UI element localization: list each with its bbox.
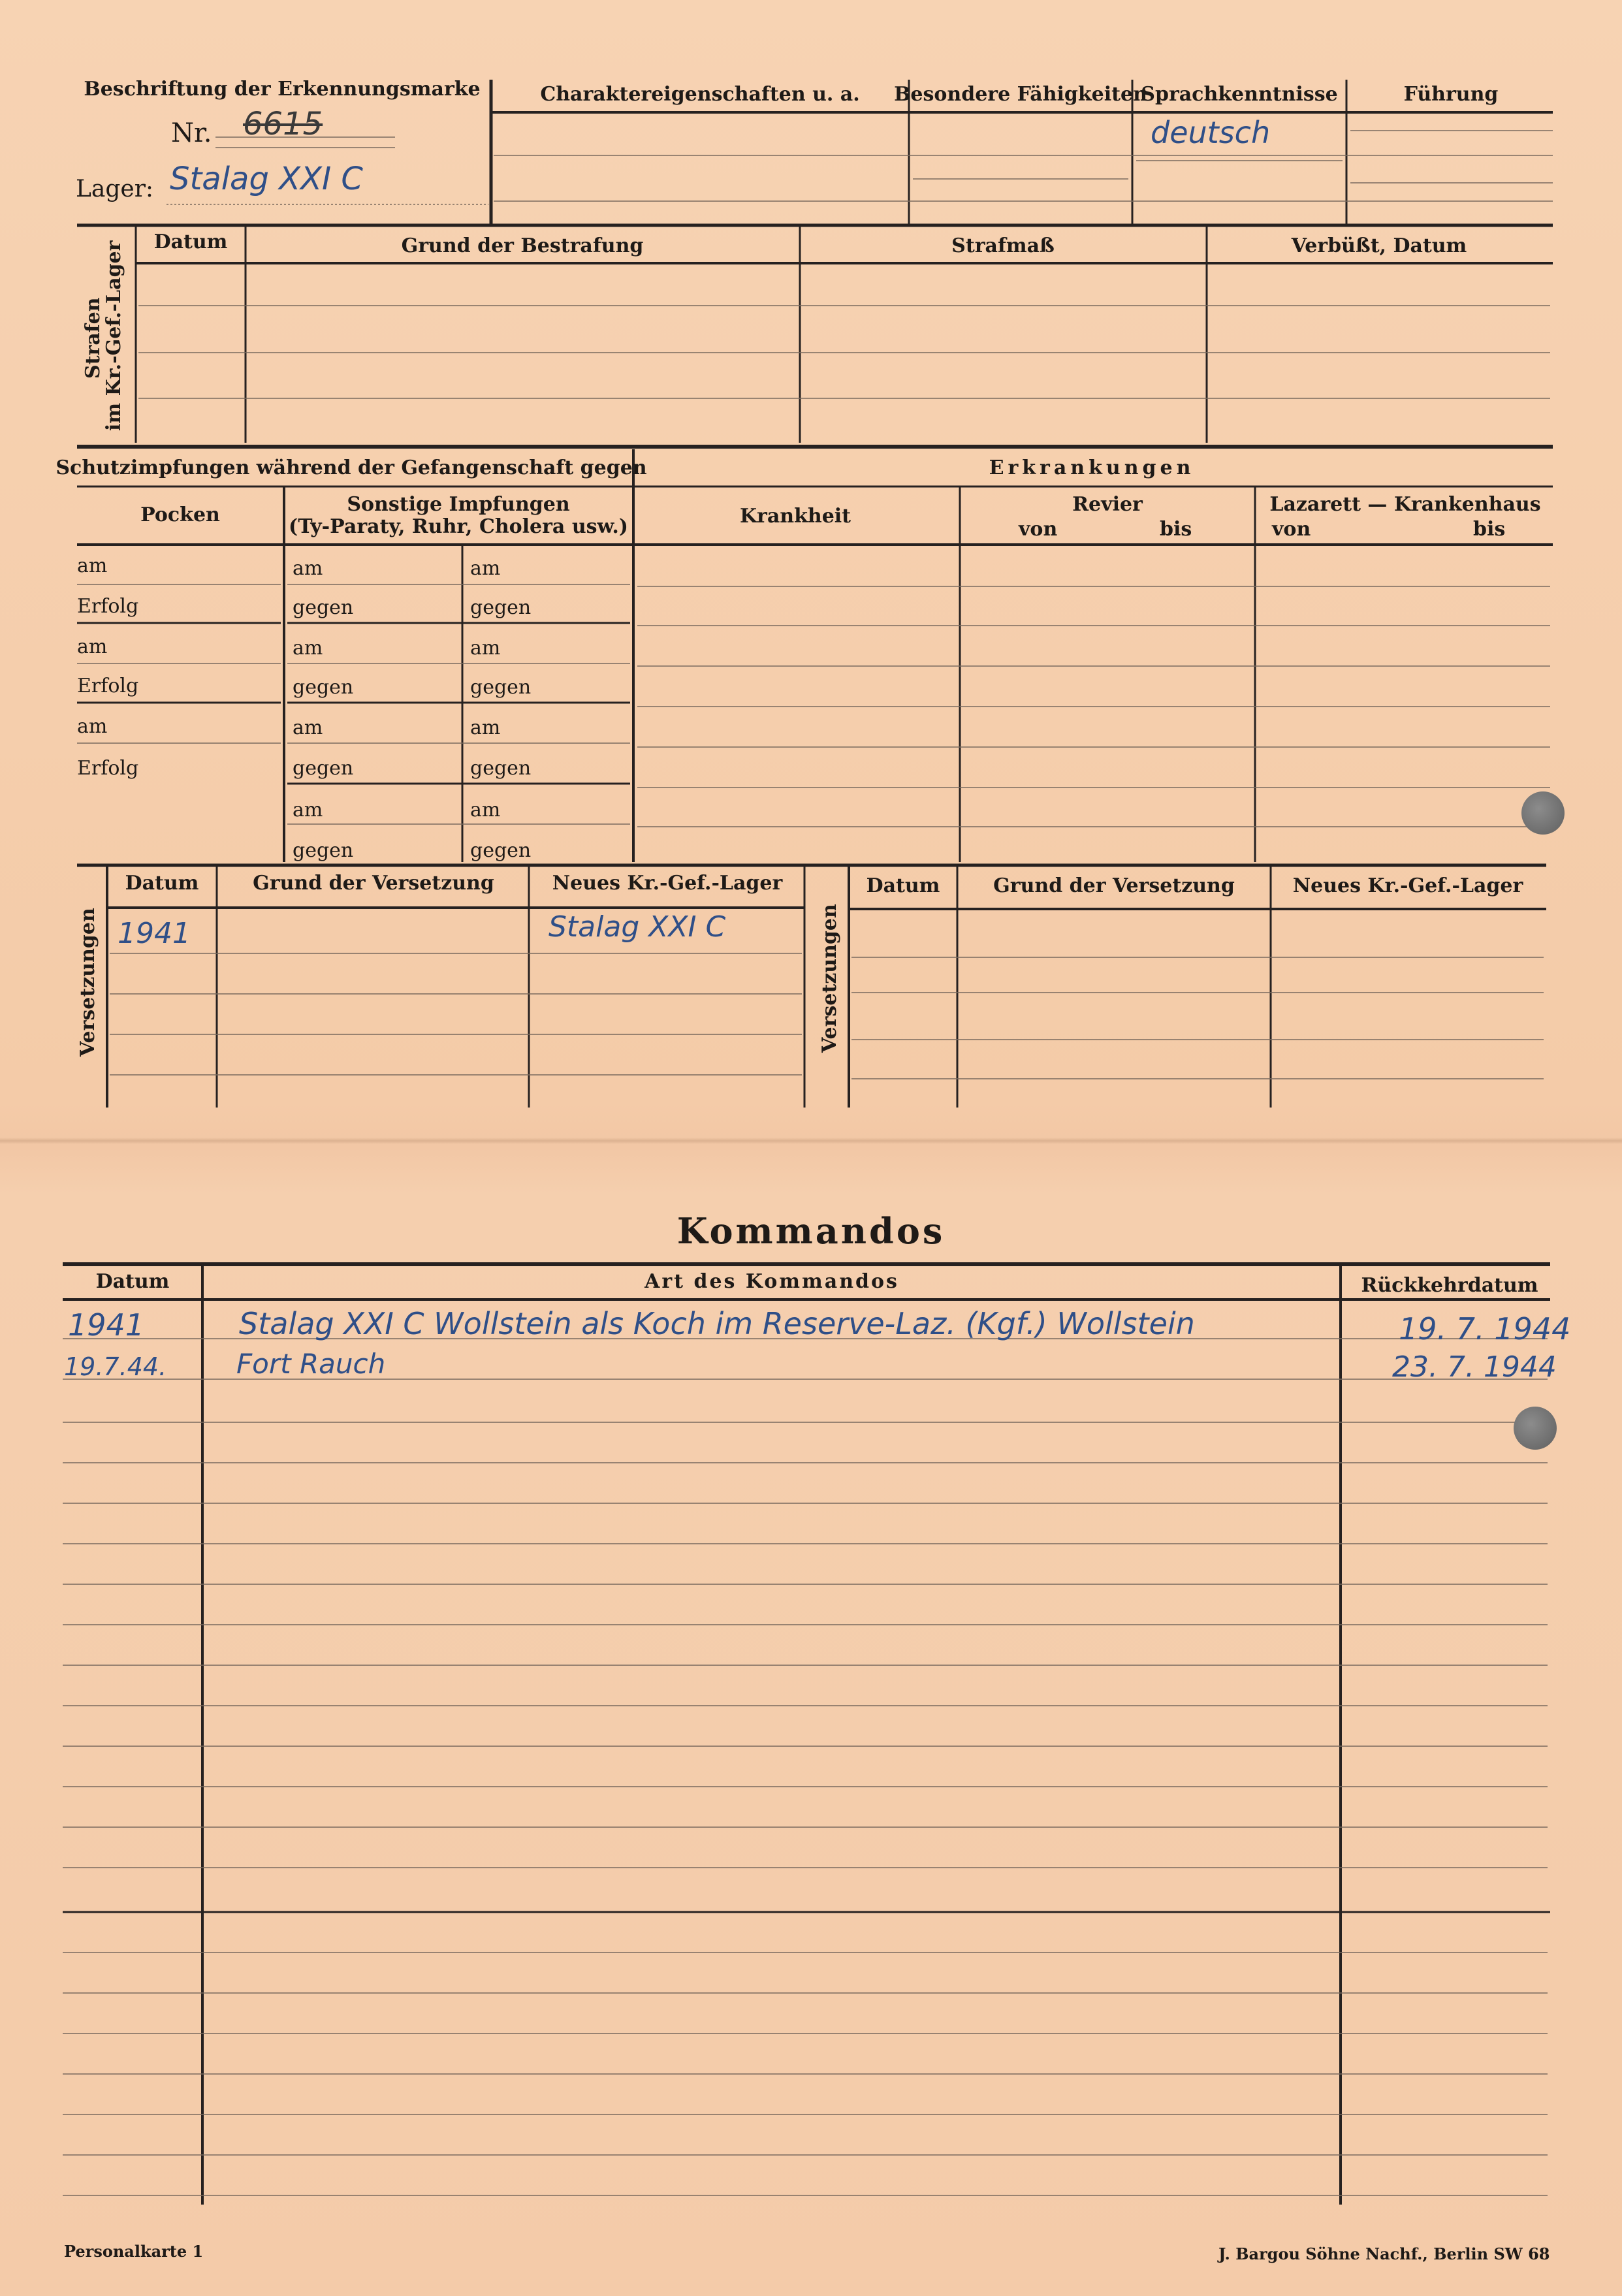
nr-value: 6615	[243, 106, 323, 142]
impf-gegen-1b: gegen	[470, 596, 532, 619]
krankheit-header: Krankheit	[739, 505, 851, 528]
sonstige-subheader: (Ty-Paraty, Ruhr, Cholera usw.)	[289, 515, 628, 538]
kommandos-datum-header: Datum	[95, 1270, 170, 1293]
erkennungsmarke-heading: Beschriftung der Erkennungsmarke	[84, 78, 481, 101]
kommando-row2-art: Fort Rauch	[236, 1348, 386, 1380]
pocken-header: Pocken	[140, 503, 220, 526]
strafen-grund-header: Grund der Bestrafung	[401, 234, 644, 257]
versetzungen-side-label-right: Versetzungen	[818, 904, 841, 1053]
sprach-value: deutsch	[1151, 115, 1271, 150]
lazarett-header: Lazarett — Krankenhaus	[1269, 493, 1541, 516]
nr-label: Nr.	[171, 118, 212, 148]
punch-hole-icon	[1521, 791, 1565, 835]
revier-header: Revier	[1072, 493, 1143, 516]
revier-von: von	[1019, 518, 1058, 541]
impf-am-2a: am	[293, 637, 323, 660]
impf-am-1a: am	[293, 557, 323, 580]
impf-am-4a: am	[293, 799, 323, 821]
kommando-row1-datum: 1941	[68, 1307, 145, 1343]
versetzung-neues-header-right: Neues Kr.-Gef.-Lager	[1292, 874, 1523, 897]
impf-gegen-4a: gegen	[293, 839, 354, 862]
kommando-row1-rueckkehr: 19. 7. 1944	[1399, 1311, 1571, 1347]
impf-gegen-4b: gegen	[470, 839, 532, 862]
impf-am-2b: am	[470, 637, 501, 660]
lazarett-bis: bis	[1473, 518, 1506, 541]
kommando-row2-rueckkehr: 23. 7. 1944	[1392, 1350, 1557, 1384]
impfungen-header: Schutzimpfungen während der Gefangenschaft gegen	[56, 456, 647, 479]
impf-gegen-2b: gegen	[470, 676, 532, 699]
punch-hole-icon	[1514, 1407, 1557, 1450]
versetzung-neues-header-left: Neues Kr.-Gef.-Lager	[552, 872, 783, 895]
kommandos-rueckkehr-header: Rückkehrdatum	[1361, 1274, 1538, 1297]
verbuesst-header: Verbüßt, Datum	[1291, 234, 1467, 257]
footer-right: J. Bargou Söhne Nachf., Berlin SW 68	[1218, 2244, 1550, 2263]
kommandos-art-header: Art des Kommandos	[644, 1270, 899, 1293]
impf-gegen-3b: gegen	[470, 757, 532, 780]
kommando-row1-art: Stalag XXI C Wollstein als Koch im Reserve-Laz. (Kgf.) Wollstein	[239, 1306, 1195, 1341]
versetzung-grund-header-left: Grund der Versetzung	[253, 872, 494, 895]
impf-gegen-1a: gegen	[293, 596, 354, 619]
impf-gegen-3a: gegen	[293, 757, 354, 780]
strafen-side-label-2: im Kr.-Gef.-Lager	[103, 240, 125, 431]
fuehrung-heading: Führung	[1403, 83, 1499, 106]
versetzung-datum-header-left: Datum	[125, 872, 199, 895]
sonstige-header: Sonstige Impfungen	[347, 493, 570, 516]
pocken-am-3: am	[77, 715, 108, 738]
pocken-erfolg-3: Erfolg	[77, 757, 139, 780]
erkrankungen-header: Erkrankungen	[989, 456, 1195, 479]
impf-gegen-2a: gegen	[293, 676, 354, 699]
impf-am-4b: am	[470, 799, 501, 821]
versetzung-row1-datum: 1941	[118, 917, 191, 950]
versetzung-row1-lager: Stalag XXI C	[549, 910, 726, 944]
strafen-datum-header: Datum	[153, 231, 228, 253]
revier-bis: bis	[1160, 518, 1192, 541]
impf-am-3a: am	[293, 716, 323, 739]
kommandos-title: Kommandos	[676, 1210, 946, 1252]
pocken-erfolg-1: Erfolg	[77, 595, 139, 618]
strafen-side-label: Strafen	[82, 297, 104, 379]
pocken-am-1: am	[77, 554, 108, 577]
pocken-am-2: am	[77, 635, 108, 658]
lager-value: Stalag XXI C	[170, 161, 363, 197]
pocken-erfolg-2: Erfolg	[77, 675, 139, 697]
impf-am-1b: am	[470, 557, 501, 580]
impf-am-3b: am	[470, 716, 501, 739]
faehigkeiten-heading: Besondere Fähigkeiten	[894, 83, 1147, 106]
lager-label: Lager:	[76, 176, 154, 202]
versetzung-grund-header-right: Grund der Versetzung	[993, 874, 1235, 897]
lazarett-von: von	[1272, 518, 1311, 541]
versetzungen-side-label-left: Versetzungen	[76, 908, 99, 1057]
footer-left: Personalkarte 1	[64, 2242, 204, 2261]
strafmass-header: Strafmaß	[951, 234, 1055, 257]
charakter-heading: Charaktereigenschaften u. a.	[540, 83, 860, 106]
kommando-row2-datum: 19.7.44.	[64, 1352, 167, 1381]
versetzung-datum-header-right: Datum	[866, 874, 940, 897]
sprach-heading: Sprachkenntnisse	[1141, 83, 1338, 106]
